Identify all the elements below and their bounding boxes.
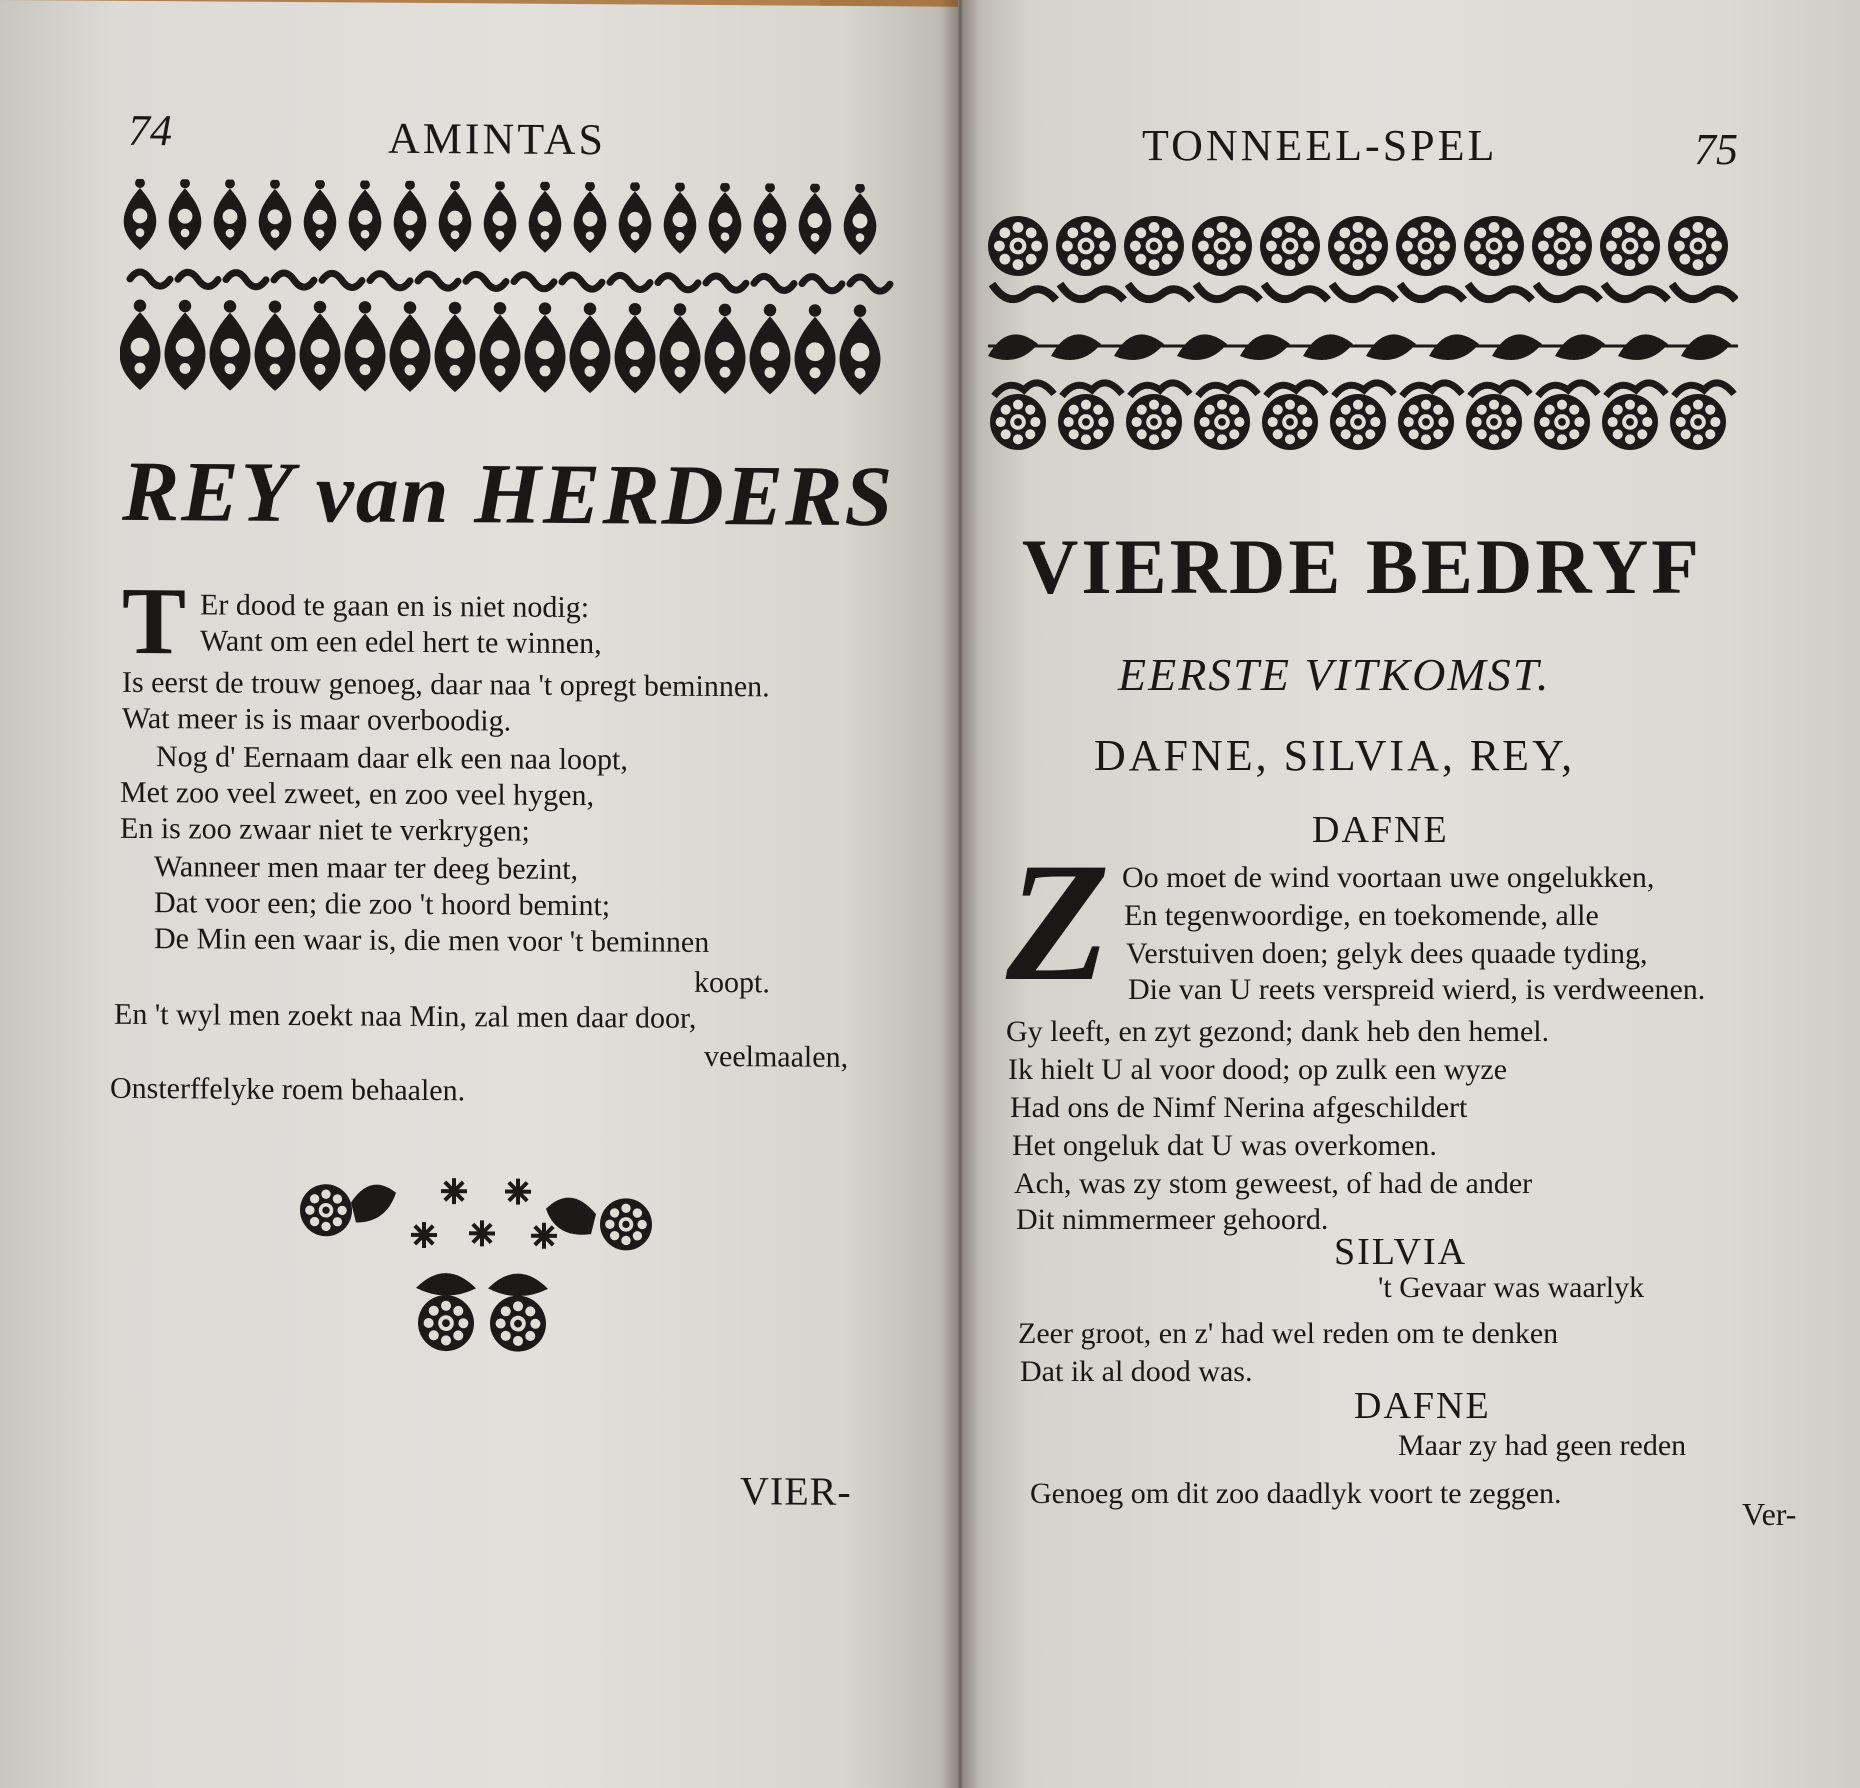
verse-line: Zeer groot, en z' had wel reden om te denken [1018,1317,1559,1350]
verse-line: Ik hielt U al voor dood; op zulk een wyze [1008,1053,1508,1086]
verse-line: Dit nimmermeer gehoord. [1016,1203,1329,1236]
floral-headpiece-ornament-icon [988,206,1738,456]
floral-headpiece-ornament-icon [120,179,910,405]
catchword: VIER- [740,1468,852,1514]
verse-line: Genoeg om dit zoo daadlyk voort te zeggen. [1030,1477,1562,1510]
catchword: Ver- [1742,1496,1797,1532]
verse-line: Gy leeft, en zyt gezond; dank heb den hemel. [1006,1015,1550,1048]
drop-cap: T [122,566,187,675]
verse-line: En tegenwoordige, en toekomende, alle [1124,899,1599,932]
verse-line: Wat meer is is maar overboodig. [122,701,512,738]
cast-list: DAFNE, SILVIA, REY, [1094,731,1576,780]
page-number: 75 [1694,125,1738,174]
verse-line: Dat ik al dood was. [1020,1355,1253,1388]
verse-line: Die van U reets verspreid wierd, is verdweenen. [1128,973,1706,1006]
verse-line: Ach, was zy stom geweest, of had de ander [1014,1167,1533,1200]
verse-line: Er dood te gaan en is niet nodig: [200,588,590,625]
verse-line: Verstuiven doen; gelyk dees quaade tyding, [1126,937,1648,970]
page-number: 74 [128,105,172,156]
scene-title: EERSTE VITKOMST. [1118,649,1551,700]
verse-line: Want om een edel hert te winnen, [200,624,602,661]
right-page [958,0,1860,1788]
drop-cap: Z [1006,828,1110,1016]
verse-line: Onsterffelyke roem behaalen. [110,1071,466,1108]
verse-line: Oo moet de wind voortaan uwe ongelukken, [1122,861,1655,894]
verse-line: 't Gevaar was waarlyk [1378,1271,1645,1304]
speaker-name: DAFNE [1312,809,1449,851]
speaker-name: SILVIA [1334,1231,1468,1273]
act-title: VIERDE BEDRYF [1022,523,1702,610]
verse-line: De Min een waar is, die men voor 't beminnen [154,922,710,959]
verse-line: Is eerst de trouw genoeg, daar naa 't opregt beminnen. [122,665,770,704]
running-head: AMINTAS [388,113,606,165]
verse-line: koopt. [694,965,770,1000]
verse-line: Dat voor een; die zoo 't hoord bemint; [154,886,611,923]
verse-line: Wanneer men maar ter deeg bezint, [154,850,579,887]
running-head: TONNEEL-SPEL [1142,121,1498,170]
verse-line: Met zoo veel zweet, en zoo veel hygen, [120,775,594,813]
verse-line: Nog d' Eernaam daar elk een naa loopt, [156,740,628,777]
speaker-name: DAFNE [1354,1385,1491,1427]
verse-line: Had ons de Nimf Nerina afgeschildert [1010,1091,1468,1124]
section-title: REY van HERDERS [122,442,895,545]
floral-tailpiece-ornament-icon [296,1172,676,1365]
verse-line: Maar zy had geen reden [1398,1429,1687,1462]
verse-line: veelmaalen, [704,1039,849,1074]
verse-line: En is zoo zwaar niet te verkrygen; [120,811,530,848]
verse-line: En 't wyl men zoekt naa Min, zal men daar door, [114,997,697,1035]
verse-line: Het ongeluk dat U was overkomen. [1012,1129,1437,1162]
